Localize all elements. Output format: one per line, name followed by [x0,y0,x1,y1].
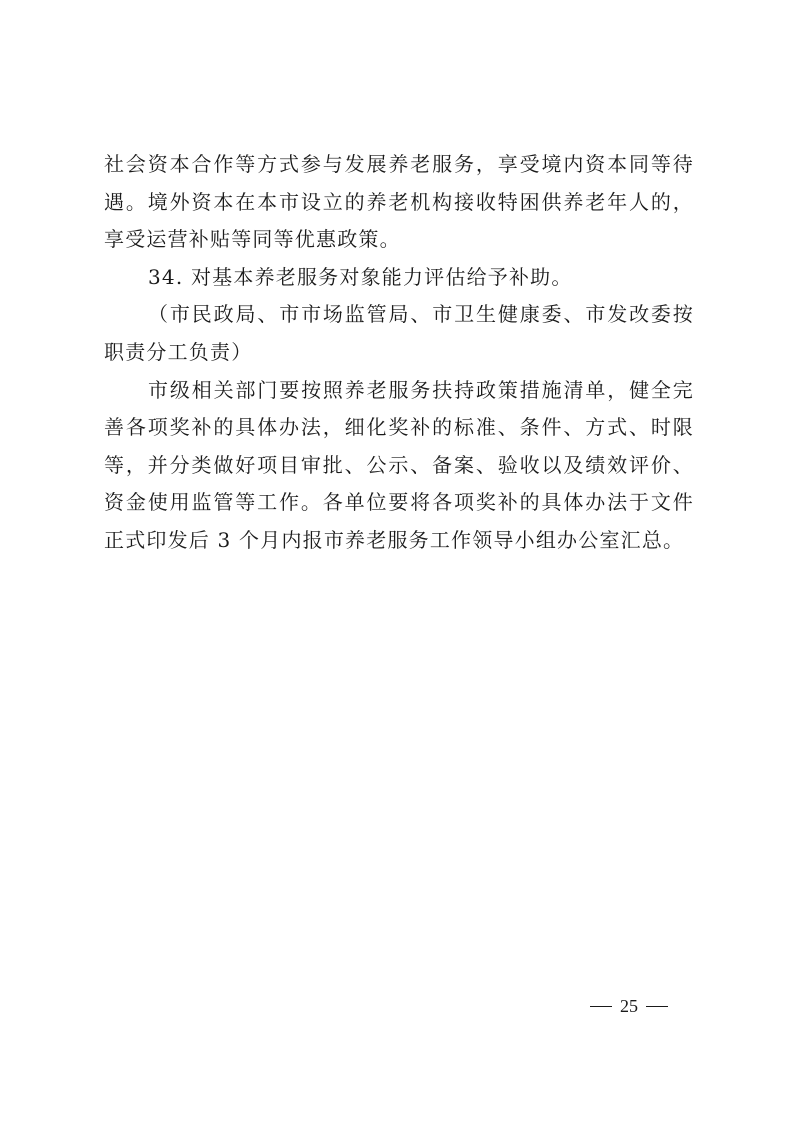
paragraph-social-capital: 社会资本合作等方式参与发展养老服务，享受境内资本同等待遇。境外资本在本市设立的养老机构接收特困供养老年人的，享受运营补贴等同等优惠政策。 [104,152,694,252]
right-dash [646,1006,668,1007]
page-number: 25 [620,996,638,1016]
body-text [104,146,694,560]
page-footer [590,996,668,1017]
paragraph-responsible-departments: （市民政局、市市场监管局、市卫生健康委、市发改委按职责分工负责） [104,302,694,364]
left-dash [590,1006,612,1007]
paragraph-item-34: 34. 对基本养老服务对象能力评估给予补助。 [148,264,573,289]
paragraph-implementation: 市级相关部门要按照养老服务扶持政策措施清单，健全完善各项奖补的具体办法，细化奖补的标准、条件、方式、时限等，并分类做好项目审批、公示、备案、验收以及绩效评价、资金使用监管等工作。各单位要将各项奖补的具体办法于文件正式印发后 3 个月内报市养老服务工作领导小组办公室汇总。 [104,377,694,552]
